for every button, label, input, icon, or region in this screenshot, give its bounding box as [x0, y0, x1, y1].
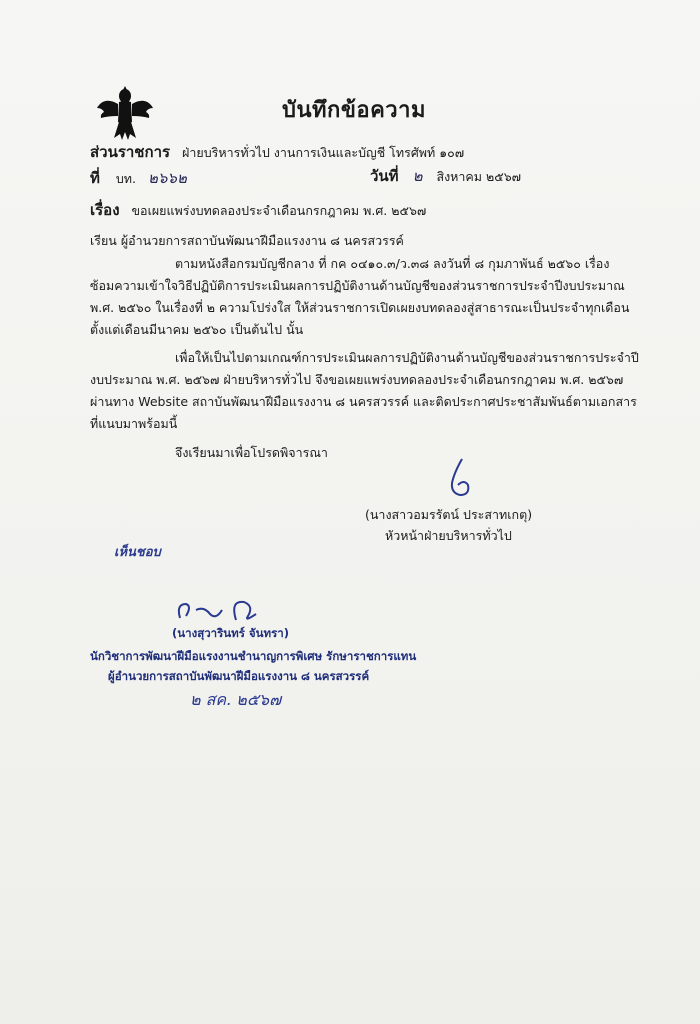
- endorser-title-line2: ผู้อำนวยการสถาบันพัฒนาฝีมือแรงงาน ๘ นครสวรรค์: [108, 669, 370, 683]
- agency-label: ส่วนราชการ: [90, 143, 171, 161]
- reference-prefix: บท.: [115, 171, 137, 186]
- date-row: [370, 164, 521, 188]
- endorsement-date: ๒ สค. ๒๕๖๗: [190, 690, 282, 709]
- signer-title: หัวหน้าฝ่ายบริหารทั่วไป: [385, 528, 512, 543]
- endorser-signature-icon: [170, 590, 280, 630]
- garuda-emblem-icon: [94, 82, 156, 144]
- closing-line: จึงเรียนมาเพื่อโปรดพิจารณา: [175, 445, 328, 460]
- para2-line: เพื่อให้เป็นไปตามเกณฑ์การประเมินผลการปฏิบัติงานด้านบัญชีของส่วนราชการประจำปี: [175, 350, 639, 365]
- date-month-year: สิงหาคม ๒๕๖๗: [436, 169, 522, 184]
- para1-line: ตามหนังสือกรมบัญชีกลาง ที่ กค ๐๔๑๐.๓/ว.๓๘ ลงวันที่ ๘ กุมภาพันธ์ ๒๕๖๐ เรื่อง: [175, 256, 610, 271]
- para1-line: ตั้งแต่เดือนมีนาคม ๒๕๖๐ เป็นต้นไป นั้น: [90, 322, 304, 337]
- para1-line: พ.ศ. ๒๕๖๐ ในเรื่องที่ ๒ ความโปร่งใส ให้ส่วนราชการเปิดเผยงบทดลองสู่สาธารณะเป็นประจำทุกเดือน: [90, 300, 630, 315]
- agency-row: [90, 140, 464, 164]
- endorser-title-line1: นักวิชาการพัฒนาฝีมือแรงงานชำนาญการพิเศษ รักษาราชการแทน: [90, 649, 417, 663]
- endorsement-note: เห็นชอบ: [114, 545, 161, 560]
- memo-title: บันทึกข้อความ: [282, 98, 427, 123]
- reference-number: ๒๖๖๒: [148, 169, 187, 187]
- salutation: เรียน ผู้อำนวยการสถาบันพัฒนาฝีมือแรงงาน ๘ นครสวรรค์: [90, 233, 404, 248]
- reference-label: ที่: [90, 169, 100, 187]
- para2-line: งบประมาณ พ.ศ. ๒๕๖๗ ฝ่ายบริหารทั่วไป จึงขอเผยแพร่งบทดลองประจำเดือนกรกฎาคม พ.ศ. ๒๕๖๗: [90, 372, 624, 387]
- signer-name: (นางสาวอมรรัตน์ ประสาทเกตุ): [365, 507, 533, 522]
- para2-line: ที่แนบมาพร้อมนี้: [90, 416, 178, 431]
- para2-line: ผ่านทาง Website สถาบันพัฒนาฝีมือแรงงาน ๘ นครสวรรค์ และติดประกาศประชาสัมพันธ์ตามเอกสาร: [90, 394, 637, 409]
- subject-label: เรื่อง: [90, 201, 120, 219]
- signature-icon: [440, 455, 480, 500]
- subject-value: ขอเผยแพร่งบทดลองประจำเดือนกรกฎาคม พ.ศ. ๒๕๖๗: [131, 203, 427, 218]
- para1-line: ซ้อมความเข้าใจวิธีปฏิบัติการประเมินผลการปฏิบัติงานด้านบัญชีของส่วนราชการประจำปีงบประมาณ: [90, 278, 625, 293]
- date-label: วันที่: [370, 167, 399, 185]
- reference-row: [90, 166, 187, 190]
- subject-row: [90, 198, 426, 222]
- date-day: ๒: [412, 167, 423, 185]
- agency-value: ฝ่ายบริหารทั่วไป งานการเงินและบัญชี โทรศัพท์ ๑๐๗: [182, 145, 465, 160]
- endorser-name: (นางสุวารินทร์ จันทรา): [172, 626, 289, 640]
